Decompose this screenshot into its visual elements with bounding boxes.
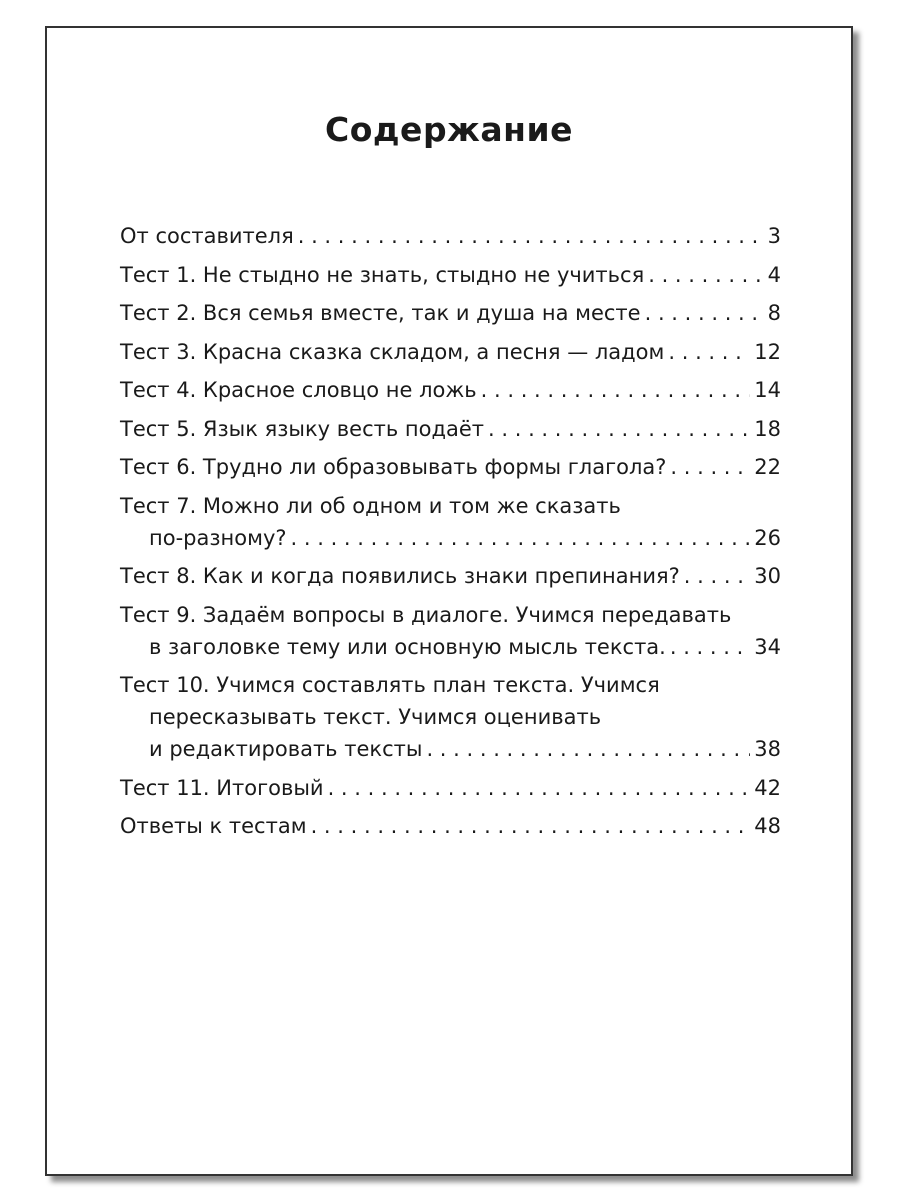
toc-entry <box>120 810 781 842</box>
toc-page-number: 42 <box>754 775 781 800</box>
toc-entry-line <box>120 733 781 765</box>
toc-entry <box>120 374 781 406</box>
toc-entry-text: Тест 4. Красное словцо не ложь <box>120 378 477 402</box>
toc-entry-line <box>120 336 781 368</box>
toc-entry-text: От составителя <box>120 224 294 248</box>
dot-leader <box>488 413 750 445</box>
toc-entry-text: Тест 1. Не стыдно не знать, стыдно не учиться <box>120 262 645 287</box>
toc-entry-line <box>120 560 781 592</box>
toc-entry <box>120 259 781 291</box>
dot-leader <box>298 220 764 252</box>
toc-entry-text: и редактировать тексты <box>149 737 423 761</box>
toc-page-number: 34 <box>754 634 781 659</box>
toc-page-number: 18 <box>754 416 781 441</box>
toc-entry <box>120 599 781 663</box>
dot-leader <box>684 560 750 592</box>
toc-entry-line: Тест 10. Учимся составлять план текста. Учимся <box>120 673 660 697</box>
toc-entry <box>120 669 781 765</box>
toc-page-number: 48 <box>754 814 781 838</box>
toc-entry-text: Тест 3. Красна сказка складом, а песня — ладом <box>120 339 665 364</box>
toc-page-number: 3 <box>767 224 781 248</box>
toc-entry-text: Тест 6. Трудно ли образовывать формы глагола? <box>120 455 667 479</box>
toc-page-number: 30 <box>754 564 781 588</box>
table-of-contents <box>120 220 781 849</box>
dot-leader <box>645 297 764 329</box>
toc-entry-line <box>120 810 781 842</box>
toc-page-number: 4 <box>767 262 781 287</box>
toc-entry <box>120 336 781 368</box>
toc-page-number: 26 <box>754 525 781 550</box>
toc-page-number: 38 <box>754 737 781 761</box>
toc-entry <box>120 413 781 445</box>
toc-entry-line <box>120 297 781 329</box>
dot-leader <box>328 772 751 804</box>
toc-entry <box>120 220 781 252</box>
toc-entry <box>120 560 781 592</box>
dot-leader <box>648 259 763 291</box>
dot-leader <box>311 810 751 842</box>
toc-entry-text: Тест 8. Как и когда появились знаки препинания? <box>120 564 680 588</box>
toc-entry-text: по-разному? <box>149 525 287 550</box>
dot-leader <box>670 631 750 663</box>
toc-entry-line <box>120 220 781 252</box>
dot-leader <box>481 374 751 406</box>
toc-entry-line <box>120 631 781 663</box>
toc-entry-line <box>120 259 781 291</box>
toc-page-number: 14 <box>754 378 781 402</box>
toc-entry-line: Тест 7. Можно ли об одном и том же сказать <box>120 493 621 518</box>
toc-entry-line <box>120 772 781 804</box>
dot-leader <box>668 336 750 368</box>
toc-entry <box>120 451 781 483</box>
toc-entry <box>120 772 781 804</box>
toc-entry-line <box>120 413 781 445</box>
dot-leader <box>291 522 751 554</box>
toc-entry <box>120 297 781 329</box>
toc-entry-line <box>120 522 781 554</box>
dot-leader <box>670 451 750 483</box>
document-page <box>45 26 853 1176</box>
toc-entry <box>120 490 781 554</box>
toc-entry-text: Тест 11. Итоговый <box>120 775 324 800</box>
toc-page-number: 12 <box>754 339 781 364</box>
toc-entry-text: Ответы к тестам <box>120 814 307 838</box>
toc-entry-line: пересказывать текст. Учимся оценивать <box>149 705 602 729</box>
page-title: Содержание <box>325 110 573 149</box>
toc-entry-line <box>120 374 781 406</box>
toc-entry-text: в заголовке тему или основную мысль текста. <box>149 634 666 659</box>
toc-entry-text: Тест 2. Вся семья вместе, так и душа на месте <box>120 301 641 325</box>
toc-page-number: 22 <box>754 455 781 479</box>
toc-entry-line <box>120 451 781 483</box>
toc-page-number: 8 <box>767 301 781 325</box>
toc-entry-line: Тест 9. Задаём вопросы в диалоге. Учимся передавать <box>120 602 732 627</box>
dot-leader <box>426 733 750 765</box>
toc-entry-text: Тест 5. Язык языку весть подаёт <box>120 416 485 441</box>
